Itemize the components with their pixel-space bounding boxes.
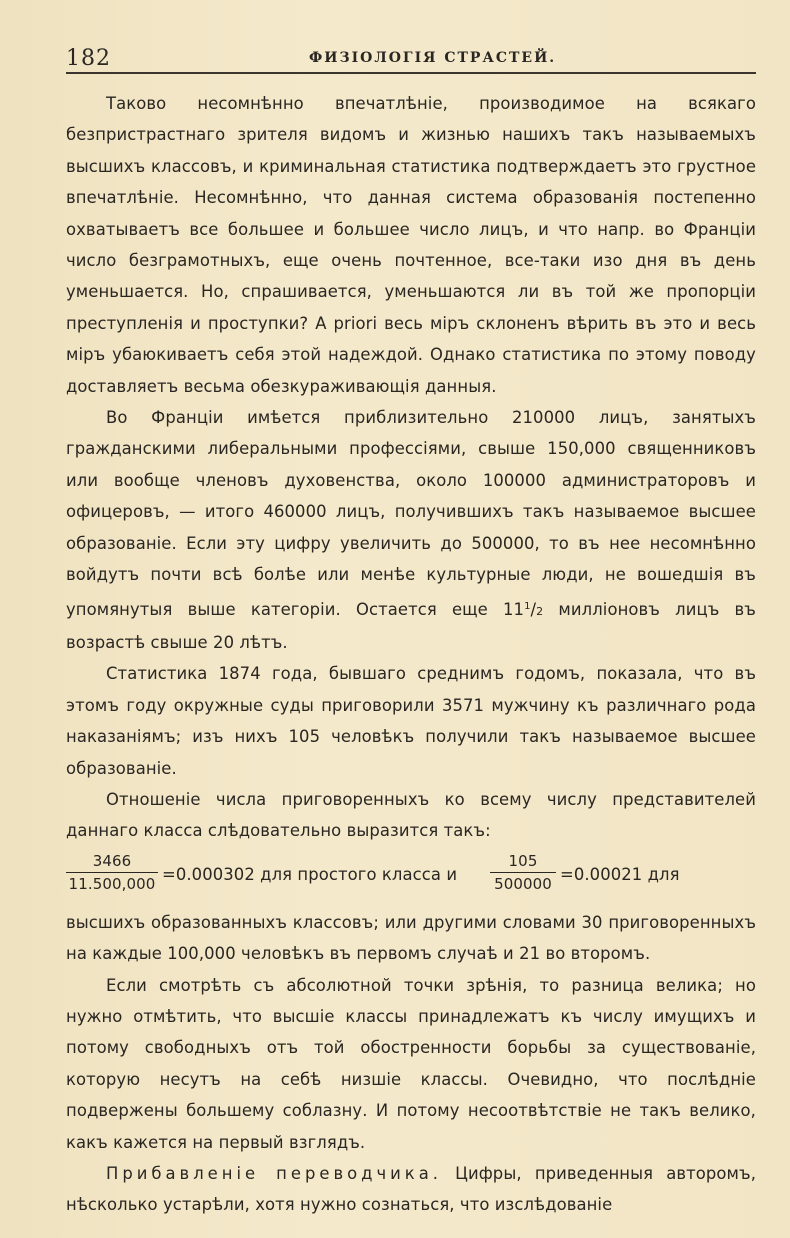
fraction-superscript: 1 [524, 600, 531, 612]
fraction-first-denominator: 11.500,000 [66, 872, 158, 894]
paragraph-2-tail: милліоновъ лицъ въ возрастѣ свыше 20 лѣтъ. [66, 599, 756, 652]
fraction-slash: / [530, 599, 537, 619]
paragraph-2 [66, 402, 756, 658]
fraction-second [490, 851, 556, 894]
paragraph-6: Если смотрѣть съ абсолютной точки зрѣнія, то разница велика; но нужно отмѣтить, что высшіе классы принадлежатъ къ числу имущихъ и потому свободныхъ отъ той обостренности борьбы за существованіе, которую несутъ на себѣ низшіе классы. Очевидно, что послѣдніе подвержены большему соблазну. И потому несоотвѣтствіе не такъ велико, какъ кажется на первый взглядъ. [66, 975, 756, 1152]
formula-part-2: =0.00021 для [560, 864, 680, 884]
formula-part-1: =0.000302 для простого класса и [162, 864, 458, 884]
running-title: ФИЗІОЛОГІЯ СТРАСТЕЙ. [309, 50, 557, 66]
fraction-second-denominator: 500000 [490, 872, 556, 894]
paragraph-2-text: Во Франціи имѣется приблизительно 210000 лицъ, занятыхъ гражданскими либеральными профессіями, свыше 150,000 священниковъ или вообще членовъ духовенства, около 100000 администраторовъ и офицеровъ, — итого 460000 лицъ, получившихъ такъ называемое высшее образованіе. Если эту цифру увеличить до 500000, то въ нее несомнѣнно войдутъ почти всѣ болѣе или менѣе культурные люди, не вошедшія въ упомянутыя выше категоріи. Остается еще 11 [66, 408, 756, 619]
fraction-second-numerator: 105 [508, 851, 538, 870]
page-number: 182 [66, 46, 111, 71]
page-header [66, 40, 756, 74]
header-rule [66, 72, 756, 74]
body-text [66, 88, 756, 1221]
ratio-formula [66, 849, 756, 909]
fraction-first-numerator: 3466 [92, 851, 132, 870]
paragraph-3: Статистика 1874 года, бывшаго среднимъ годомъ, показала, что въ этомъ году окружные суды приговорили 3571 мужчину къ различнаго рода наказаніямъ; изъ нихъ 105 человѣкъ получили такъ называемое высшее образованіе. [66, 664, 756, 778]
translator-addendum-heading: Прибавленіе переводчика. [106, 1164, 442, 1183]
paragraph-7-text: Цифры, приведенныя авторомъ, нѣсколько устарѣли, хотя нужно сознаться, что изслѣдованіе [66, 1164, 757, 1215]
paragraph-5: высшихъ образованныхъ классовъ; или другими словами 30 приговоренныхъ на каждые 100,000 человѣкъ въ первомъ случаѣ и 21 во второмъ. [66, 912, 756, 964]
paragraph-4: Отношеніе числа приговоренныхъ ко всему числу представителей даннаго класса слѣдовательно выразится такъ: [66, 789, 756, 841]
fraction-first [66, 851, 158, 894]
paragraph-1: Таково несомнѣнно впечатлѣніе, производимое на всякаго безпристрастнаго зрителя видомъ и жизнью нашихъ такъ называемыхъ высшихъ классовъ, и криминальная статистика подтверждаетъ это грустное впечатлѣніе. Несомнѣнно, что данная система образованія постепенно охватываетъ все большее и большее число лицъ, и что напр. во Франціи число безграмотныхъ, еще очень почтенное, все-таки изо дня въ день уменьшается. Но, спрашивается, уменьшаются ли въ той же пропорціи преступленія и проступки? A priori весь міръ склоненъ вѣрить въ это и весь міръ убаюкиваетъ себя этой надеждой. Однако статистика по этому поводу доставляетъ весьма обезкураживающія данныя. [66, 94, 756, 396]
fraction-subscript: 2 [536, 604, 544, 618]
paragraph-7 [66, 1158, 756, 1221]
